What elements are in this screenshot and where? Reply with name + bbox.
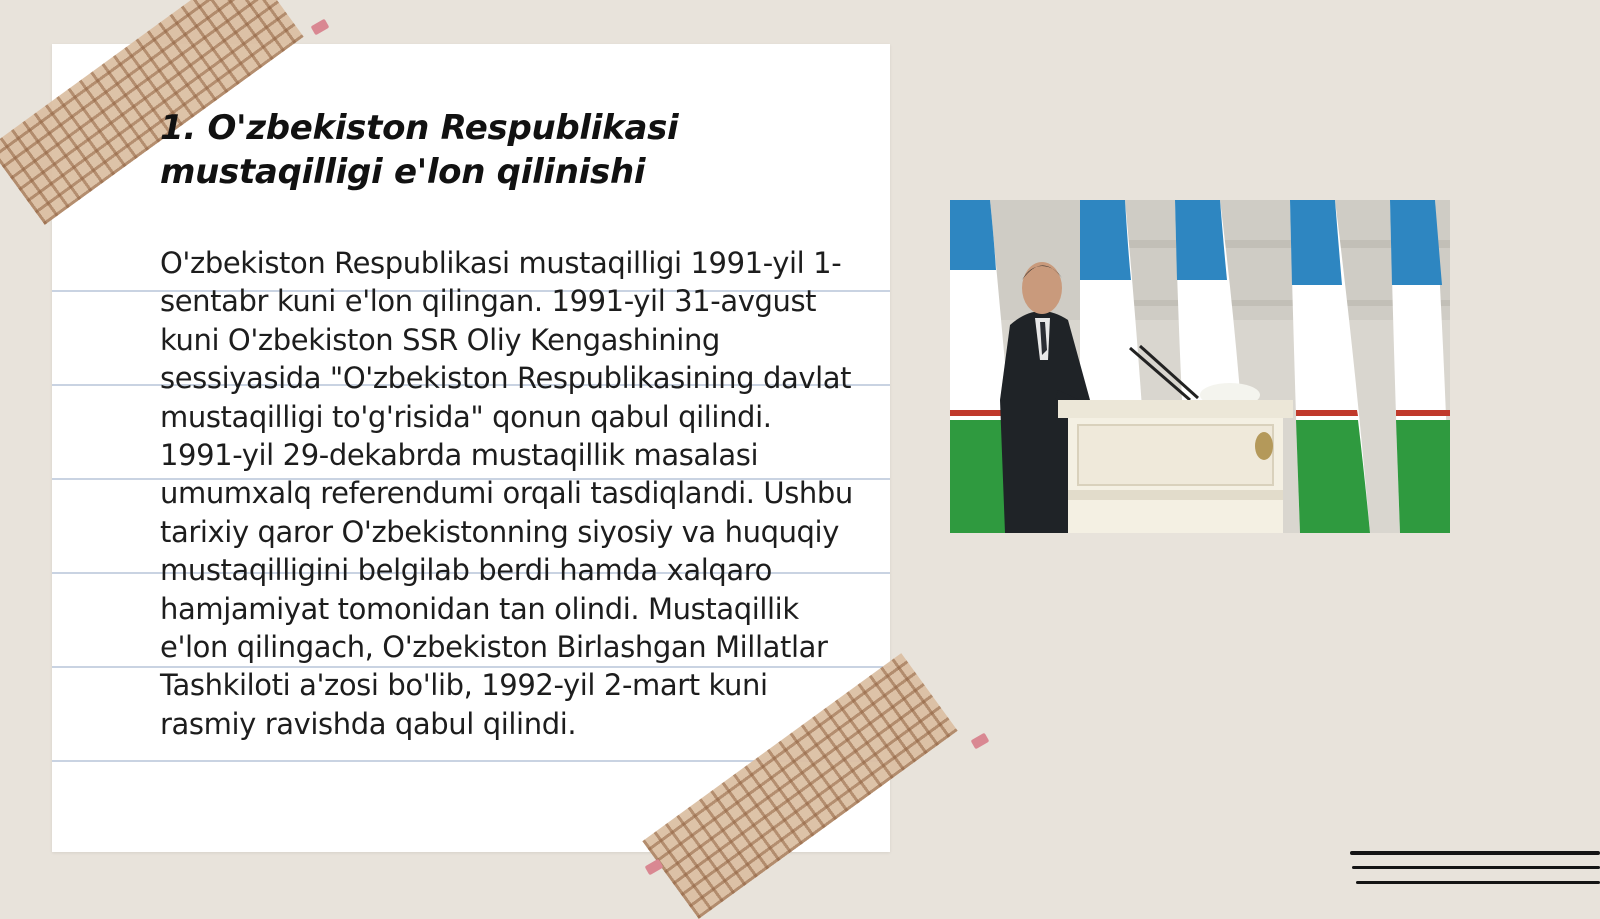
president-speech-photo bbox=[950, 200, 1450, 533]
photo-illustration bbox=[950, 200, 1450, 533]
decorative-brush-line bbox=[1356, 881, 1600, 884]
slide-body-text: O'zbekiston Respublikasi mustaqilligi 1991-yil 1-sentabr kuni e'lon qilingan. 1991-yil 31-avgust kuni O'zbekiston SSR Oliy Kengashining sessiyasida "O'zbekiston Respublikasining davlat mustaqilligi to'g'risida" qonun qabul qilindi. 1991-yil 29-dekabrda mustaqillik masalasi umumxalq referendumi orqali tasdiqlandi. Ushbu tarixiy qaror O'zbekistonning siyosiy va huquqiy mustaqilligini belgilab berdi hamda xalqaro hamjamiyat tomonidan tan olindi. Mustaqillik e'lon qilingach, O'zbekiston Birlashgan Millatlar Tashkiloti a'zosi bo'lib, 1992-yil 2-mart kuni rasmiy ravishda qabul qilindi. bbox=[160, 246, 853, 741]
tape-end-marker bbox=[311, 19, 330, 36]
decorative-brush-line bbox=[1350, 851, 1600, 855]
tape-end-marker bbox=[971, 733, 990, 750]
podium bbox=[1058, 400, 1293, 533]
decorative-brush-line bbox=[1352, 866, 1600, 869]
slide-title: 1. O'zbekiston Respublikasi mustaqilligi e'lon qilinishi bbox=[160, 108, 679, 192]
